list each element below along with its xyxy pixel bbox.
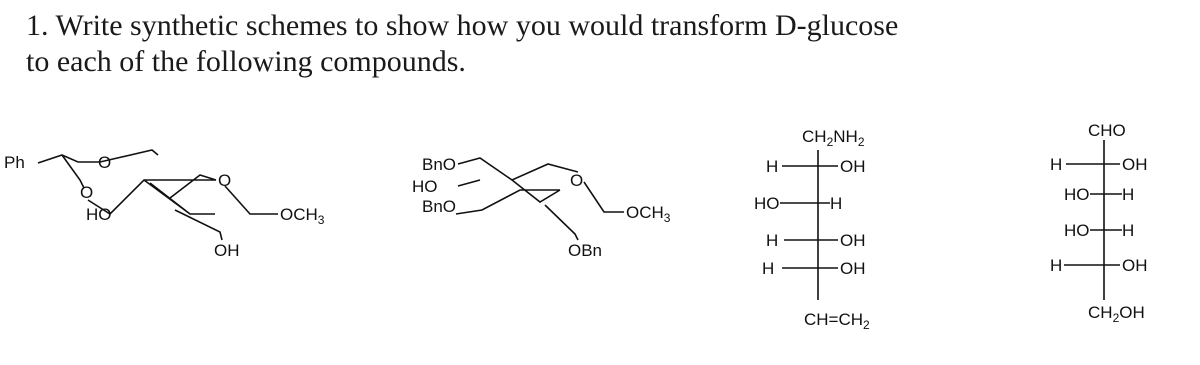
c5-left: H — [762, 259, 775, 278]
c3-right: H — [830, 194, 843, 213]
ring-oxygen-1: O — [218, 171, 232, 190]
c4-left: H — [766, 231, 779, 250]
c5-right: OH — [840, 259, 866, 278]
benzyloxy-mid: BnO — [422, 197, 457, 216]
d-c4-right: H — [1122, 221, 1135, 240]
compound-1-bonds — [38, 150, 278, 240]
compound-3-bonds — [780, 150, 838, 300]
acetal-oxygen-top: O — [98, 153, 112, 172]
c3-left: HO — [754, 194, 780, 213]
aminomethyl-top: $CH_2NH_2$ — [802, 127, 865, 149]
compound-4-bonds — [1064, 140, 1122, 300]
c2-left: H — [766, 157, 779, 176]
phenyl-label: Ph — [4, 153, 25, 172]
compound-3 — [754, 127, 870, 332]
compound-2-bonds — [456, 158, 624, 240]
benzyloxy-top: BnO — [422, 155, 457, 174]
methoxy-group-1: $OCH_3$ — [280, 205, 325, 227]
question-line-1: 1. Write synthetic schemes to show how you would transform D-glucose — [26, 9, 899, 42]
benzyloxy-bottom: OBn — [568, 241, 603, 260]
d-c2-left: H — [1050, 155, 1063, 174]
d-c2-right: OH — [1122, 155, 1148, 174]
compound-2 — [412, 155, 671, 260]
d-c4-left: HO — [1064, 221, 1090, 240]
hydroxyl-ho-2: HO — [412, 177, 438, 196]
hydroxyl-ho-1: HO — [86, 205, 112, 224]
d-c3-left: HO — [1064, 185, 1090, 204]
hydroxymethyl-bottom: $CH_2OH$ — [1088, 303, 1145, 325]
c2-right: OH — [840, 157, 866, 176]
ring-oxygen-2: O — [570, 171, 584, 190]
d-c5-right: OH — [1122, 256, 1148, 275]
methoxy-group-2: $OCH_3$ — [626, 203, 671, 225]
vinyl-bottom: $CH=CH_2$ — [804, 310, 870, 332]
question-line-2: to each of the following compounds. — [26, 45, 466, 78]
aldehyde-top: CHO — [1088, 121, 1126, 140]
c4-right: OH — [840, 231, 866, 250]
acetal-oxygen-left: O — [80, 183, 94, 202]
d-c3-right: H — [1122, 185, 1135, 204]
compound-4 — [1050, 121, 1148, 325]
compound-1 — [4, 150, 325, 260]
d-c5-left: H — [1050, 256, 1063, 275]
hydroxyl-oh-1: OH — [214, 241, 240, 260]
